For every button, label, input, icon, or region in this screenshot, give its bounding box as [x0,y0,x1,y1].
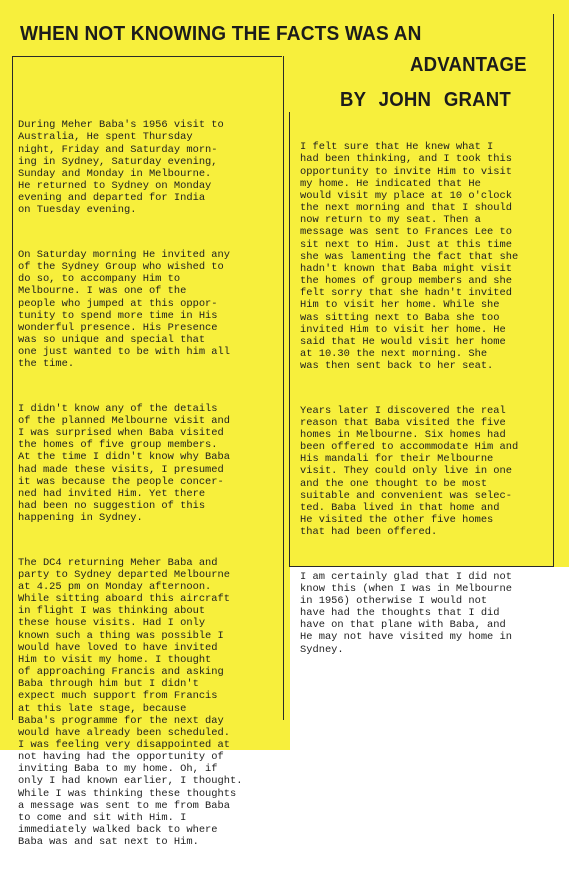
headline-byline: BY JOHN GRANT [340,89,511,111]
right-paragraph-1: I felt sure that He knew what I had been thinking, and I took this opportunity to invite Him to visit my home. He indicated that He would visit my place at 10 o'clock the next morning and that I should now return to my seat. Then a message was sent to Frances Lee to sit next to Him. Just at this time she was lamenting the fact that she hadn't known that Baba might visit the homes of group members and she felt sorry that she hadn't invited Him to visit her home. While she was sitting next to Baba she too invited Him to visit her home. He said that He would visit her home at 10.30 the next morning. She was then sent back to her seat. [300,141,519,373]
left-column-text [18,95,242,869]
left-paragraph-3: I didn't know any of the details of the planned Melbourne visit and I was surprised when Baba visited the homes of five group members. At the time I didn't know why Baba had made these visits, I presumed it was because the people concer- ned had invited Him. Yet there had been no suggestion of this happening in Sydney. [18,402,231,525]
headline-line-2: ADVANTAGE [410,54,527,76]
left-paragraph-4: The DC4 returning Meher Baba and party to Sydney departed Melbourne at 4.25 pm on Monday afternoon. While sitting aboard this aircraft in flight I was thinking about these house visits. Had I only known such a thing was possible I would have loved to have invited Him to visit my home. I thought of approaching Francis and asking Baba through him but I didn't expect much support from Francis at this late stage, because Baba's programme for the next day would have already been scheduled. I was feeling very disappointed at not having had the opportunity of inviting Baba to my home. Oh, if only I had known earlier, I thought. While I was thinking these thoughts a message was sent to me from Baba to come and sit with Him. I immediately walked back to where Baba was and sat next to Him. [18,556,243,849]
right-column-right-rule [553,14,554,567]
right-paragraph-2: Years later I discovered the real reason that Baba visited the five homes in Melbourne. Six homes had been offered to accommodate Him and His mandali for their Melbourne visit. They could only live in one and the one thought to be most suitable and convenient was selec- ted. Baba lived in that home and He visited the other five homes that had been offered. [300,404,519,539]
column-divider-rule [283,56,284,720]
right-column-text [300,117,518,676]
left-column-top-rule [12,56,282,57]
left-column-left-rule [12,56,13,720]
left-paragraph-1: During Meher Baba's 1956 visit to Australia, He spent Thursday night, Friday and Saturday morn- ing in Sydney, Saturday evening, Sunday and Monday in Melbourne. He returned to Sydney on Monday evening and departed for India on Tuesday evening. [18,119,224,217]
headline-line-1: WHEN NOT KNOWING THE FACTS WAS AN [20,22,422,45]
right-paragraph-3: I am certainly glad that I did not know this (when I was in Melbourne in 1956) otherwise I would not have had the thoughts that I did have on that plane with Baba, and He may not have visited my home in Sydney. [300,570,513,656]
left-paragraph-2: On Saturday morning He invited any of the Sydney Group who wished to do so, to accompany Him to Melbourne. I was one of the people who jumped at this oppor- tunity to spend more time in His wonderful presence. His Presence was so unique and special that one just wanted to be with him all the time. [18,248,231,371]
right-column-divider-rule [289,112,290,567]
